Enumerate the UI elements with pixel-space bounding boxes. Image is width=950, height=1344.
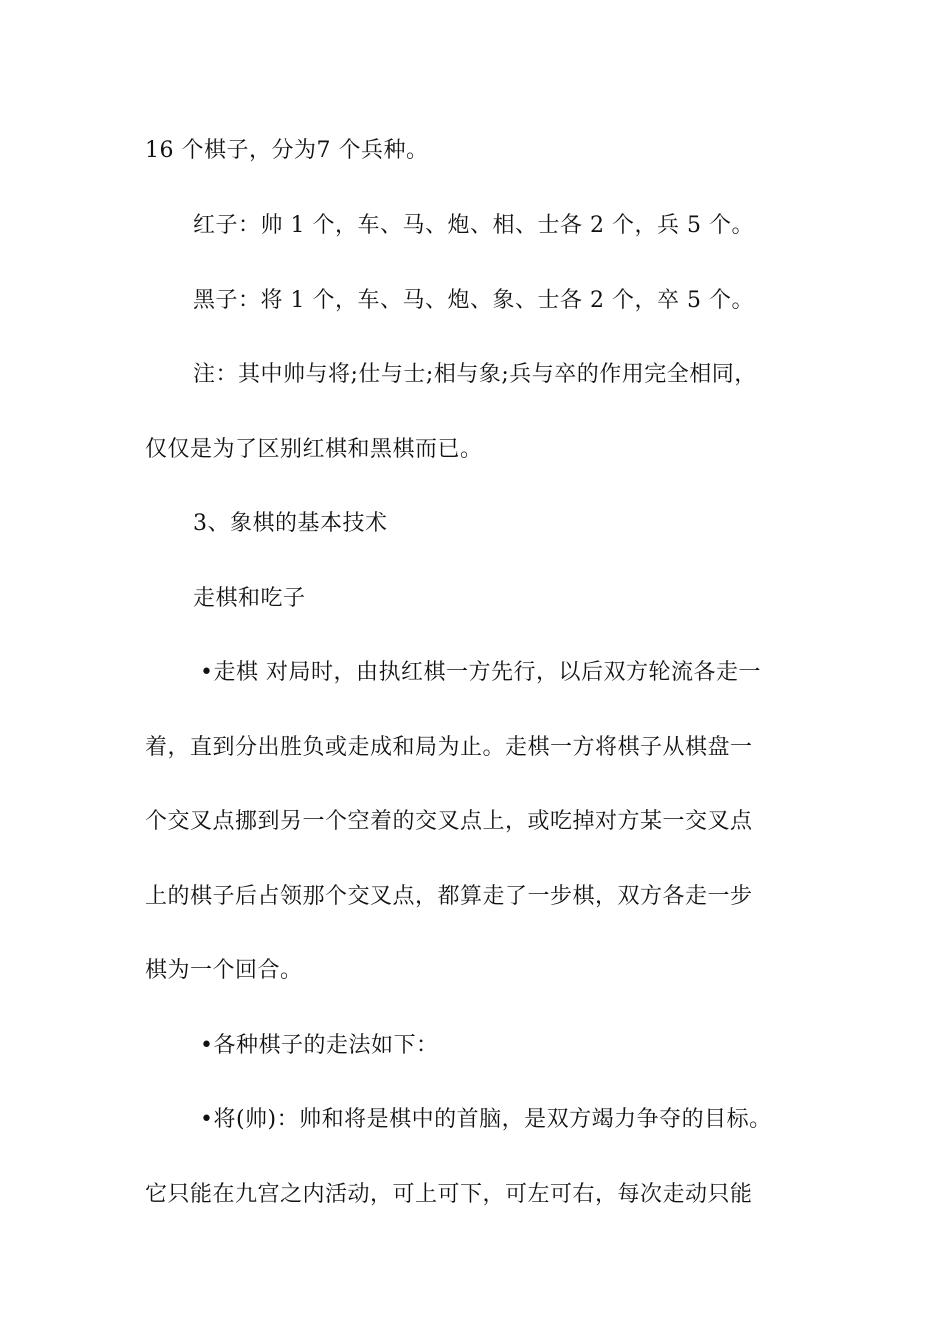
subsection-heading: 走棋和吃子 — [193, 586, 306, 611]
text-line-red-pieces: 红子：帅 1 个，车、马、炮、相、士各 2 个，兵 5 个。 — [193, 213, 754, 238]
text-line-paragraph: 着，直到分出胜负或走成和局为止。走棋一方将棋子从棋盘一 — [145, 735, 753, 760]
text-line-paragraph: 上的棋子后占领那个交叉点，都算走了一步棋，双方各走一步 — [145, 884, 753, 909]
bullet-moving-pieces: •走棋 对局时，由执红棋一方先行，以后双方轮流各走一 — [200, 660, 761, 685]
bullet-general: •将(帅)：帅和将是棋中的首脑，是双方竭力争夺的目标。 — [200, 1107, 772, 1132]
section-heading: 3、象棋的基本技术 — [193, 511, 388, 536]
text-line-note-continued: 仅仅是为了区别红棋和黑棋而已。 — [145, 437, 483, 462]
text-line-paragraph: 个交叉点挪到另一个空着的交叉点上，或吃掉对方某一交叉点 — [145, 809, 753, 834]
text-line-note: 注：其中帅与将;仕与士;相与象;兵与卒的作用完全相同， — [193, 362, 757, 387]
text-line-paragraph: 它只能在九宫之内活动，可上可下，可左可右，每次走动只能 — [145, 1182, 753, 1207]
text-line-black-pieces: 黑子：将 1 个，车、马、炮、象、士各 2 个，卒 5 个。 — [193, 288, 754, 313]
text-line-piece-count: 16 个棋子，分为7 个兵种。 — [145, 138, 429, 163]
bullet-piece-moves: •各种棋子的走法如下： — [200, 1033, 439, 1058]
text-line-paragraph: 棋为一个回合。 — [145, 958, 303, 983]
